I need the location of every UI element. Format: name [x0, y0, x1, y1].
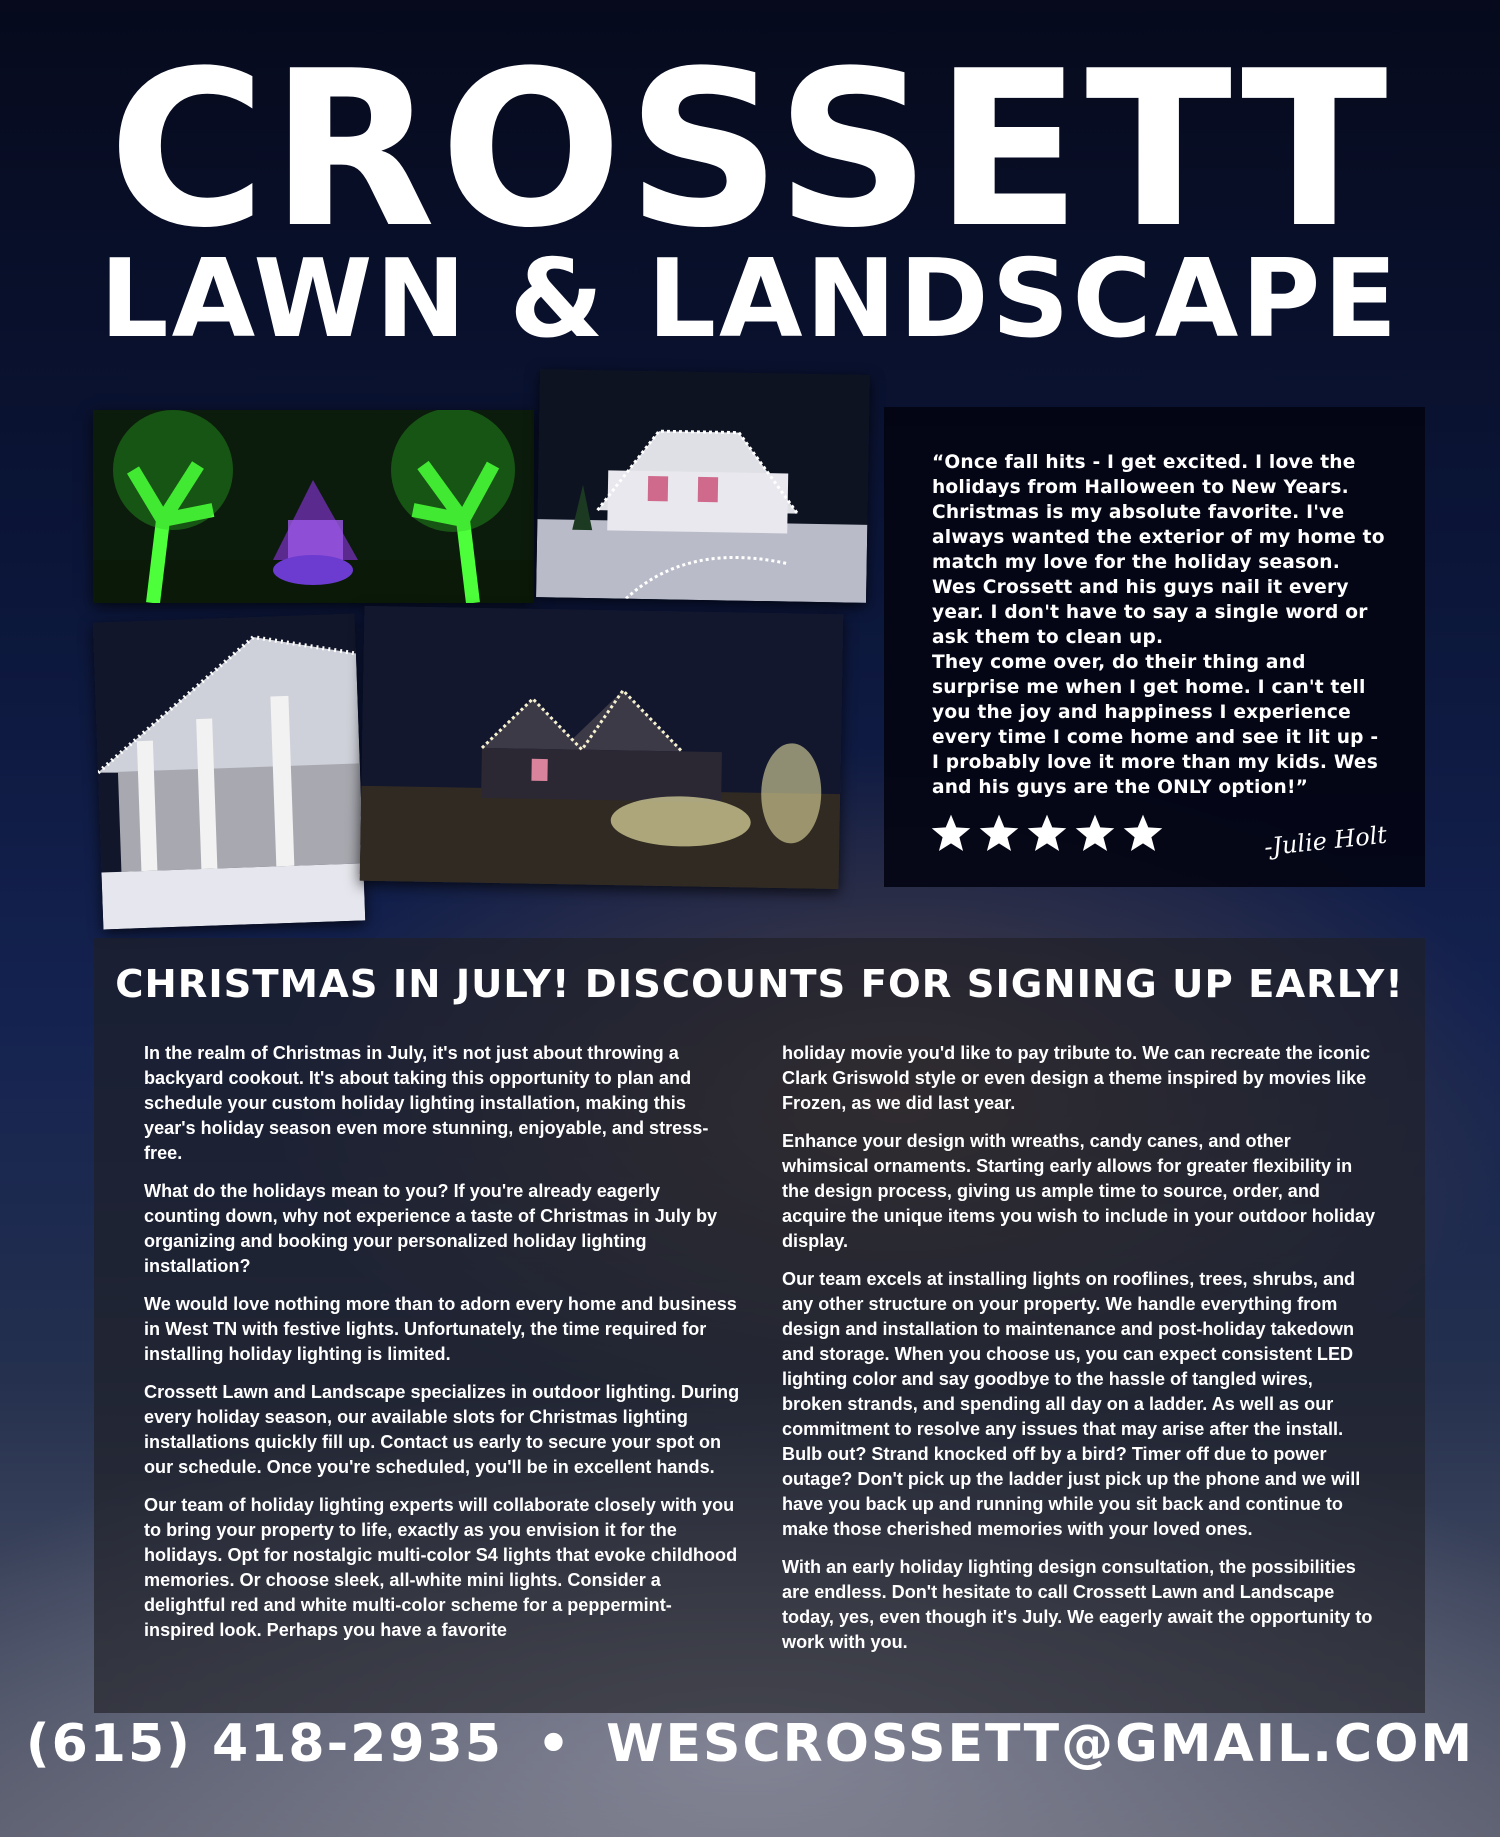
brand-subtitle: LAWN & LANDSCAPE	[99, 237, 1401, 362]
article-paragraph: We would love nothing more than to adorn every home and business in West TN with festive lights. Unfortunately, the time required for installing holiday lighting is limited.	[144, 1294, 737, 1364]
article-paragraph: holiday movie you'd like to pay tribute to. We can recreate the iconic Clark Griswold style or even design a theme inspired by movies like Frozen, as we did last year.	[782, 1043, 1371, 1113]
article-paragraph: Enhance your design with wreaths, candy canes, and other whimsical ornaments. Starting early allows for greater flexibility in the design process, giving us ample time to source, order, and acquire the unique items you wish to include in your outdoor holiday display.	[782, 1131, 1376, 1251]
white-lit-house-photo	[536, 369, 870, 603]
email-address[interactable]: WESCROSSETT@GMAIL.COM	[606, 1714, 1475, 1774]
article-paragraph: Our team of holiday lighting experts will collaborate closely with you to bring your property to life, exactly as you envision it for the holidays. Opt for nostalgic multi-color S4 lights that evoke childhood memories. Or choose sleek, all-white mini lights. Consider a delightful red and white multi-color scheme for a peppermint-inspired look. Perhaps you have a favorite	[144, 1495, 738, 1640]
star-icon	[1074, 812, 1116, 854]
green-lit-trees-photo	[93, 410, 534, 603]
article-paragraph: With an early holiday lighting design consultation, the possibilities are endless. Don't hesitate to call Crossett Lawn and Landscape today, yes, even though it's July. We eagerly await the opportunity to work with you.	[782, 1557, 1373, 1652]
article-paragraph: Our team excels at installing lights on rooflines, trees, shrubs, and any other structure on your property. We handle everything from design and installation to maintenance and post-holiday takedown and storage. When you choose us, you can expect consistent LED lighting color and say goodbye to the hassle of tangled wires, broken strands, and spending all day on a ladder. As well as our commitment to resolve any issues that may arise after the install. Bulb out? Strand knocked off by a bird? Timer off due to power outage? Don't pick up the ladder just pick up the phone and we will have you back up and running while you sit back and continue to make those cherished memories with your loved ones.	[782, 1269, 1361, 1539]
article-paragraph: Crossett Lawn and Landscape specializes in outdoor lighting. During every holiday season, our available slots for Christmas lighting installations quickly fill up. Contact us early to secure your spot on our schedule. Once you're scheduled, you'll be in excellent hands.	[144, 1382, 740, 1477]
star-icon	[978, 812, 1020, 854]
testimonial-box	[884, 407, 1425, 887]
testimonial-author: -Julie Holt	[1262, 820, 1389, 862]
article-panel	[94, 938, 1425, 1713]
article-paragraph: What do the holidays mean to you? If you're already eagerly counting down, why not experience a taste of Christmas in July by organizing and booking your personalized holiday lighting installation?	[144, 1181, 718, 1276]
brand-title: CROSSETT	[108, 24, 1392, 275]
star-icon	[930, 812, 972, 854]
star-icon	[1026, 812, 1068, 854]
article-right-column	[782, 1041, 1378, 1668]
separator-dot: •	[536, 1714, 573, 1774]
article-left-column	[144, 1041, 740, 1656]
star-icon	[1122, 812, 1164, 854]
contact-line	[0, 1713, 1500, 1775]
article-headline: CHRISTMAS IN JULY! DISCOUNTS FOR SIGNING UP EARLY!	[115, 962, 1404, 1007]
testimonial-quote: “Once fall hits - I get excited. I love the holidays from Halloween to New Years. Christmas is my absolute favorite. I've always wanted the exterior of my home to match my love for the holiday season. Wes Crossett and his guys nail it every year. I don't have to say a single word or ask them to clean up. They come over, do their thing and surprise me when I get home. I can't tell you the joy and happiness I experience every time I come home and see it lit up - I probably love it more than my kids. Wes and his guys are the ONLY option!”	[932, 452, 1385, 798]
phone-number[interactable]: (615) 418-2935	[25, 1714, 503, 1774]
rating-stars	[930, 812, 1164, 854]
lit-porch-columns-photo	[93, 614, 366, 930]
lit-house-night-photo	[360, 606, 844, 889]
article-paragraph: In the realm of Christmas in July, it's not just about throwing a backyard cookout. It's about taking this opportunity to plan and schedule your custom holiday lighting installation, making this year's holiday season even more stunning, enjoyable, and stress-free.	[144, 1043, 709, 1163]
